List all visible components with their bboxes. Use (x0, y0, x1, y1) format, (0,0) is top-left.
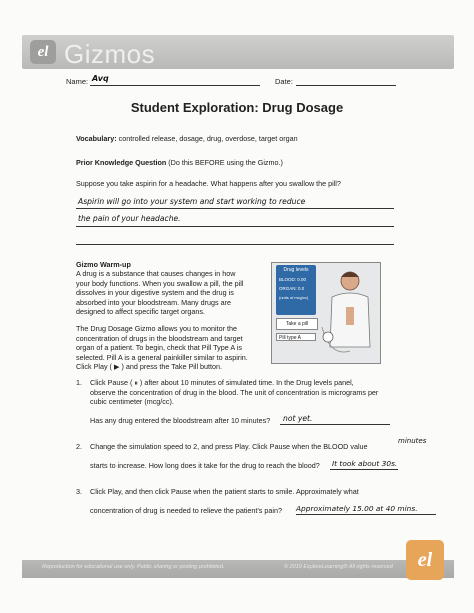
vocabulary (76, 134, 298, 144)
q2-margin-note: minutes (398, 437, 427, 445)
q2-line1: Change the simulation speed to 2, and press Play. Click Pause when the BLOOD value (90, 442, 368, 451)
warmup-p2-line: organ of a patient. To begin, check that Pill Type A is (76, 343, 242, 353)
blood-readout (279, 277, 316, 282)
q2-answer: It took about 30s. (332, 459, 398, 468)
q1-line: Click Pause ( ⏸ ) after about 10 minutes of simulated time. In the Drug levels panel, (90, 378, 354, 387)
patient-illustration (320, 267, 378, 359)
footer-copyright: © 2019 ExploreLearning® All rights reserved (284, 564, 393, 570)
answer-line-1[interactable] (76, 208, 394, 209)
warmup-p1-line: designed to affect specific target organs. (76, 307, 205, 317)
q1-number: 1. (76, 378, 82, 387)
q1-line: observe the concentration of drug in the blood. The unit of concentration is micrograms per (90, 387, 379, 397)
explorelearning-logo: el (30, 40, 56, 64)
question-2 (76, 442, 368, 452)
panel-title: Drug levels (283, 267, 309, 273)
name-value: Avq (92, 74, 109, 83)
date-label: Date: (275, 77, 293, 86)
brand-title: Gizmos (64, 39, 156, 69)
answer-line-3[interactable] (76, 244, 394, 245)
q1-sub: Has any drug entered the bloodstream after 10 minutes? (90, 416, 271, 425)
warmup-paragraph-2 (76, 324, 248, 372)
name-line[interactable] (90, 85, 260, 86)
organ-value: 0.0 (298, 286, 305, 291)
q3-line1: Click Play, and then click Pause when the patient starts to smile. Approximately what (90, 487, 359, 496)
units-label: (units of mcg/cc) (279, 295, 309, 300)
prior-heading-text: Prior Knowledge Question (76, 158, 167, 167)
question-1 (76, 378, 379, 407)
footer-notice: Reproduction for educational use only. Public sharing or posting prohibited. (42, 564, 225, 570)
q1-answer: not yet. (283, 414, 313, 423)
warmup-p1-line: absorbed into your bloodstream. Many drugs are (76, 297, 232, 307)
q2-answer-line[interactable] (330, 469, 398, 470)
drug-levels-panel (276, 265, 316, 315)
warmup-p2-line: concentration of drugs in the bloodstream and target (76, 333, 243, 343)
warmup-paragraph-1 (76, 269, 243, 317)
page-title: Student Exploration: Drug Dosage (130, 100, 344, 115)
prior-question: Suppose you take aspirin for a headache. What happens after you swallow the pill? (76, 179, 341, 188)
blood-label: BLOOD: (279, 277, 297, 282)
pill-type-select[interactable]: Pill type A (276, 333, 316, 341)
vocab-label: Vocabulary: (76, 134, 117, 143)
warmup-p1-line: A drug is a substance that causes changes in how (76, 269, 236, 278)
question-3 (76, 487, 359, 497)
warmup-p1-line: your body functions. When you swallow a pill, the pill (76, 278, 244, 288)
warmup-p1-line: dissolves in your digestive system and the drug is (76, 288, 234, 298)
date-line[interactable] (296, 85, 396, 86)
warmup-p2-line: selected. Pill A is a general painkiller similar to aspirin. (76, 352, 248, 362)
vocab-text: controlled release, dosage, drug, overdose, target organ (118, 134, 298, 143)
name-label: Name: (66, 77, 89, 86)
prior-answer-line2: the pain of your headache. (78, 214, 181, 223)
blood-value: 0.00 (297, 277, 307, 282)
warmup-p2-line: The Drug Dosage Gizmo allows you to monitor the (76, 324, 237, 333)
organ-label: ORGAN: (279, 286, 297, 291)
prior-heading-note: (Do this BEFORE using the Gizmo.) (168, 158, 283, 167)
q2-number: 2. (76, 442, 82, 451)
q3-number: 3. (76, 487, 82, 496)
organ-readout (279, 286, 316, 291)
page-footer (22, 560, 454, 578)
prior-answer-line1: Aspirin will go into your system and start working to reduce (78, 197, 306, 206)
q1-answer-line[interactable] (280, 424, 390, 425)
q3-answer: Approximately 15.00 at 40 mins. (296, 504, 418, 513)
q3-line2: concentration of drug is needed to relieve the patient's pain? (90, 506, 282, 515)
explorelearning-seal-icon: el (406, 540, 444, 580)
warmup-heading: Gizmo Warm-up (76, 260, 131, 269)
take-pill-button[interactable]: Take a pill (276, 318, 318, 330)
q3-answer-line[interactable] (296, 514, 436, 515)
q2-line2: starts to increase. How long does it take for the drug to reach the blood? (90, 461, 320, 470)
q1-line: cubic centimeter (mcg/cc). (90, 397, 174, 407)
warmup-p2-line: Click Play ( ▶ ) and press the Take Pill button. (76, 362, 223, 372)
answer-line-2[interactable] (76, 226, 394, 227)
gizmo-screenshot (271, 262, 381, 364)
prior-heading (76, 158, 283, 168)
